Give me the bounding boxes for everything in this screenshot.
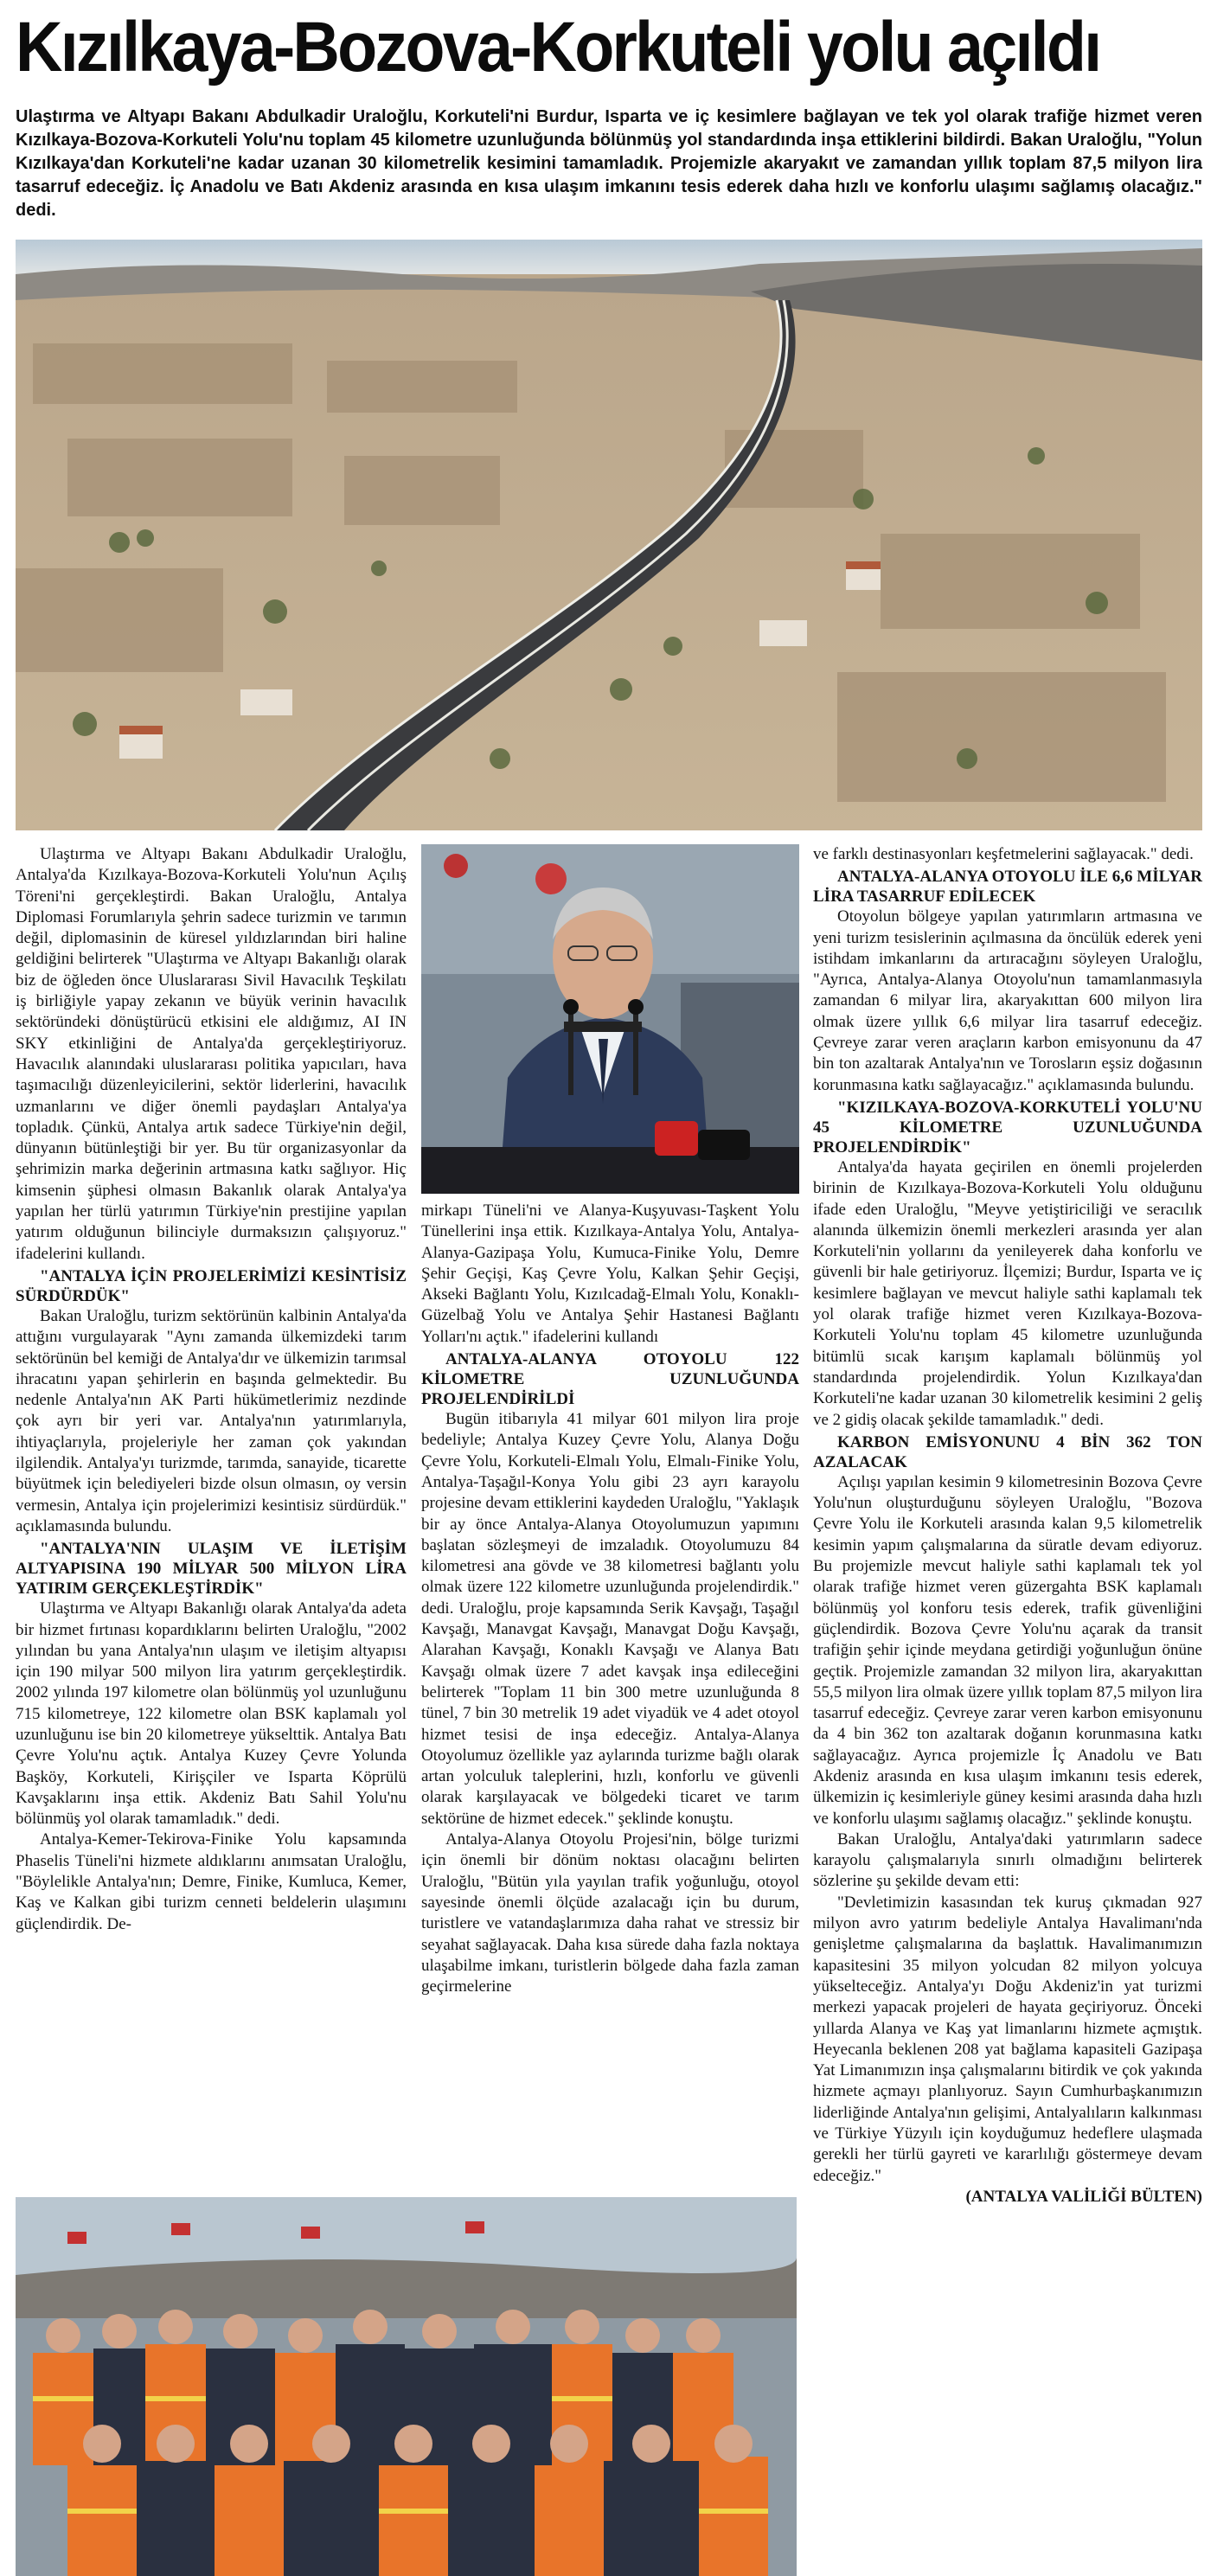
col3-subheading-2: "KIZILKAYA-BOZOVA-KORKUTELİ YOLU'NU 45 KİLOMETRE UZUNLUĞUNDA PROJELENDİRDİK" <box>813 1098 1202 1157</box>
col3-paragraph-2: Otoyolun bölgeye yapılan yatırımların artmasına ve yeni turizm tesislerinin açılmasına da öncülük ederek yeni istihdam imkanlarını da artıracağını söyleyen Uraloğlu, "Ayrıca, Antalya-Alanya Otoyolu'nun tamamlanmasıyla zamandan 6 milyar lira, akaryakıttan 600 milyon lira olmak üzere yıllık 6,6 milyar lira tasarruf edeceğiz. Çevreye zarar veren araçların karbon emisyonunu da 47 bin ton azaltarak Antalya'nın ve Torosların eşsiz doğasının korunmasına katkı sağlayacağız." açıklamasında bulundu. <box>813 907 1202 1094</box>
col1-subheading-2: "ANTALYA'NIN ULAŞIM VE İLETİŞİM ALTYAPISINA 190 MİLYAR 500 MİLYON LİRA YATIRIM GERÇEKLEŞTİRDİK" <box>16 1540 407 1599</box>
col3-subheading-1: ANTALYA-ALANYA OTOYOLU İLE 6,6 MİLYAR LİRA TASARRUF EDİLECEK <box>813 868 1202 907</box>
col1-subheading-1: "ANTALYA İÇİN PROJELERİMİZİ KESİNTİSİZ SÜRDÜRDÜK" <box>16 1266 407 1305</box>
col3-paragraph-4: Açılışı yapılan kesimin 9 kilometresinin Bozova Çevre Yolu'nun oluşturduğunu söyleyen Uraloğlu, "Bozova Çevre Yolu ile Korkuteli arasında kalan 9,5 kilometrelik kesimin yapım çalışmalarına da süratle devam ediyoruz. Bu projemizle mevcut haliyle sathi kaplamalı tek yol olarak trafiğe hizmet veren güzergahta BSK kaplamalı bölünmüş yol konforu tesis ederek, trafik güvenliğini güçlendirdik. Bozova Çevre Yolu'nu açarak da transit trafiğin şehir içinde meydana getirdiği yoğunluğun önüne geçtik. Projemizle zamandan 32 milyon lira, akaryakıttan 55,5 milyon lira olmak üzere yıllık toplam 87,5 milyon lira tasarruf edeceğiz. Çevreye zarar veren karbon emisyonunu da 4 bin 362 ton azaltarak doğanın korunmasına katkı sağlayacağız. Ayrıca projemizle İç Anadolu ve Batı Akdeniz arasında en kısa ulaşım imkanını tesis ederek, ülkemizin iç kesimleriyle güney kesimi arasında daha hızlı ve konforlu ulaşımı sağlamış olacağız." şeklinde konuştu. <box>813 1472 1202 1828</box>
col1-paragraph-3: Ulaştırma ve Altyapı Bakanlığı olarak Antalya'da adeta bir hizmet fırtınası kopardıklarını belirten Uraloğlu, "2002 yılından bu yana Antalya'nın ulaşım ve iletişim altyapısı için 190 milyar 500 milyon lira yatırım gerçekleştirdik. 2002 yılında 197 kilometre olan bölünmüş yol uzunluğunu 715 kilometreye, 122 kilometre olan BSK kaplamalı yol uzunluğunu ise bin 20 kilometreye yükselttik. Antalya Batı Çevre Yolu'nu açtık. Antalya Kuzey Çevre Yolunda Başköy, Korkuteli, Kirişçiler ve Isparta Köprülü Kavşaklarını inşa ettik. Akdeniz Batı Sahil Yolu'nu bölünmüş yol olarak tamamladık." dedi. <box>16 1599 407 1829</box>
col3-subheading-3: KARBON EMİSYONUNU 4 BİN 362 TON AZALACAK <box>813 1432 1202 1471</box>
col3-paragraph-3: Antalya'da hayata geçirilen en önemli projelerden birinin de Kızılkaya-Bozova-Korkuteli Yolu olduğunu ifade eden Uraloğlu, "Meyve yetiştiriciliği ve seracılık alanında ülkemizin önemli merkezleri arasında yer alan Korkuteli'nin yollarını da yenileyerek daha konforlu ve güvenli bir hale getiriyoruz. İlçemizi; Burdur, Isparta ve iç kesimlere bağlayan ve mevcut haliyle sathi kaplamalı tek yol olarak trafiğe hizmet veren Kızılkaya-Bozova-Korkuteli Yolu'nu toplam 45 kilometre uzunluğunda bitümlü sıcak karışım kaplamalı bölünmüş yol standardında projelendirdik. Yolun Kızılkaya'dan Korkuteli'ne kadar uzanan 30 kilometrelik kesimini 2 geliş ve 2 gidiş olacak şekilde tamamladık." dedi. <box>813 1157 1202 1429</box>
col1-paragraph-2: Bakan Uraloğlu, turizm sektörünün kalbinin Antalya'da attığını vurgulayarak "Aynı zamanda ülkemizdeki tarım sektörünün bel kemiği de Antalya'dır ve ülkemizin tarımsal ihracatını yapan şehirlerin en başında gelmektedir. Bu nedenle Antalya'nın AK Parti hükümetlerimiz nezdinde çok ayrı bir yeri var. Antalya'nın yatırımlarıyla, ihtiyaçlarıyla, projeleriyle her zaman çok yakından ilgilendik. Antalya'yı turizmde, tarımda, sanayide, ticarette büyütmek için belediyeleri bizde olsun olmasın, oy versin vermesin, Antalya için projelerimizi kesintisiz sürdürdük." açıklamasında bulundu. <box>16 1306 407 1535</box>
article-column-1 <box>16 844 407 1935</box>
col2-subheading-1: ANTALYA-ALANYA OTOYOLU 122 KİLOMETRE UZUNLUĞUNDA PROJELENDİRİLDİ <box>421 1350 799 1409</box>
article-column-3 <box>813 844 1202 2208</box>
col3-paragraph-6: "Devletimizin kasasından tek kuruş çıkmadan 927 milyon avro yatırım bedeliyle Antalya Havalimanı'nda genişletme çalışmalarına da başlattık. Havalimanımızın kapasitesini 35 milyon yolcudan 82 milyon yolcuya yükselteceğiz. Antalya'yı Doğu Akdeniz'in yat turizmi merkezi yapacak projeleri de hayata geçiriyoruz. Önceki yıllarda Alanya ve Kaş yat limanlarını hizmete açmıştık. Heyecanla beklenen 208 yat bağlama kapasiteli Gazipaşa Yat Limanımızın inşa çalışmalarını bitirdik ve çok yakında hizmete açmayı planlıyoruz. Sayın Cumhurbaşkanımızın liderliğinde Antalya'nın gelişimi, Antalyalıların kalkınması ve Türkiye Yüzyılı için koyduğumuz hedeflere ulaşmada gerekli her türlü gayreti ve kararlılığı göstermeye devam edeceğiz." <box>813 1893 1202 2185</box>
source-credit: (ANTALYA VALİLİĞİ BÜLTEN) <box>965 2187 1202 2206</box>
article-column-2 <box>421 1201 799 1997</box>
opening-ceremony-group-photo <box>16 2197 797 2576</box>
aerial-road-photo <box>16 240 1202 830</box>
col1-paragraph-4: Antalya-Kemer-Tekirova-Finike Yolu kapsamında Phaselis Tüneli'ni hizmete aldıklarını anımsatan Uraloğlu, "Böylelikle Antalya'nın; Demre, Finike, Kumluca, Kemer, Kaş ve Kalkan gibi turizm cenneti beldelerin ulaşımını güçlendirdik. De- <box>16 1830 407 1933</box>
lead-paragraph: Ulaştırma ve Altyapı Bakanı Abdulkadir Uraloğlu, Korkuteli'ni Burdur, Isparta ve iç kesimlere bağlayan ve tek yol olarak trafiğe hizmet veren Kızılkaya-Bozova-Korkuteli Yolu'nu toplam 45 kilometre uzunluğunda bölünmüş yol standardında inşa ettiklerini bildirdi. Bakan Uraloğlu, "Yolun Kızılkaya'dan Korkuteli'ne kadar uzanan 30 kilometrelik kesimini tamamladık. Projemizle akaryakıt ve zamandan yıllık toplam 87,5 milyon lira tasarruf edeceğiz. İç Anadolu ve Batı Akdeniz arasında en kısa ulaşım imkanını tesis ederek daha hızlı ve konforlu ulaşımı sağlamış olacağız." dedi. <box>16 107 1202 220</box>
col2-paragraph-2: Bugün itibarıyla 41 milyar 601 milyon lira proje bedeliyle; Antalya Kuzey Çevre Yolu, Alanya Doğu Çevre Yolu, Korkuteli-Elmalı Yolu, Elmalı-Finike Yolu, Antalya-Taşağıl-Konya Yolu gibi 23 ayrı karayolu projesine devam ettiklerini kaydeden Uraloğlu, "Yaklaşık bir ay önce Antalya-Alanya Otoyolumuzun yapımını başlatan sözleşmeyi de imzaladık. Otoyolumuzu 84 kilometresi ana gövde ve 38 kilometresi bağlantı yolu olmak üzere 122 kilometre uzunluğunda projelendirdik." dedi. Uraloğlu, proje kapsamında Serik Kavşağı, Taşağıl Kavşağı, Manavgat Kavşağı, Manavgat Doğu Kavşağı, Alarahan Kavşağı, Konaklı Kavşağı ve Alanya Batı Kavşağı olmak üzere 7 adet kavşak inşa edileceğini belirterek "Toplam 11 bin 300 metre uzunluğunda 8 tünel, 7 bin 30 metrelik 19 adet viyadük ve 4 adet otoyol hizmet tesisi de inşa edeceğiz. Antalya-Alanya Otoyolumuz özellikle yaz aylarında turizme bağlı olarak artan yolculuk taleplerini, hızlı, konforlu ve güvenli olarak karşılayacak ve bölgedeki ticaret ve tarım sektörüne de hizmet edecek." şeklinde konuştu. <box>421 1410 799 1828</box>
col1-paragraph-1: Ulaştırma ve Altyapı Bakanı Abdulkadir Uraloğlu, Antalya'da Kızılkaya-Bozova-Korkuteli Yolu'nun Açılış Töreni'ni gerçekleştirdi. Bakan Uraloğlu, Antalya Diplomasi Forumlarıyla şehrin sadece turizmin ve tarımın değil, diplomasinin de küresel yıldızlarından biri haline geldiğini belirterek "Ulaştırma ve Altyapı Bakanlığı olarak biz de öğleden önce Uluslararası Sivil Havacılık Teşkilatı iş birliğiyle yapay zekanın ve büyük verinin havacılık sektöründeki dönüştürücü etkisini ele aldığımız, AI IN SKY etkinliğini de Antalya'da gerçekleştiriyoruz. Havacılık alanındaki uluslararası politika yapıcıları, hava taşımacılığı düzenleyicilerini, sektör liderlerini, havacılık uzmanlarını ve diğer önemli paydaşları Antalya'ya topladık. Çünkü, Antalya artık sadece Türkiye'nin değil, dünyanın bütünleştiği bir yer. Bu tür organizasyonlar da şehrimizin marka değerinin artmasına katkı sağlıyor. Hiç kimsenin şüphesi olmasın Bakanlık olarak Antalya'ya yapılan her türlü yatırımın Türkiye'nin prestijine yapılan yatırım olduğunun bilinciyle durmaksızın çalışıyoruz." ifadelerini kullandı. <box>16 845 407 1263</box>
col2-paragraph-3: Antalya-Alanya Otoyolu Projesi'nin, bölge turizmi için önemli bir dönüm noktası olacağını belirten Uraloğlu, "Bütün yıla yayılan trafik yoğunluğu, otoyol sayesinde önemli ölçüde azalacağı için bu durum, turistlere ve vatandaşlarımıza daha rahat ve stressiz bir seyahat sağlayacak. Daha kısa sürede daha fazla noktaya ulaşabilme imkanı, turistlerin bölgede daha fazla zaman geçirmelerine <box>421 1830 799 1996</box>
headline: Kızılkaya-Bozova-Korkuteli yolu açıldı <box>16 8 1100 87</box>
col2-paragraph-1: mirkapı Tüneli'ni ve Alanya-Kuşyuvası-Taşkent Yolu Tünellerini inşa ettik. Kızılkaya-Antalya Yolu, Antalya-Alanya-Gazipaşa Yolu, Kumuca-Finike Yolu, Demre Şehir Geçişi, Kaş Çevre Yolu, Kalkan Şehir Geçişi, Akseki Bağlantı Yolu, Kızılcadağ-Elmalı Yolu, Konaklı-Güzelbağ Yolu ve Antalya Şehir Hastanesi Bağlantı Yolları'nı açtık." ifadelerini kullandı <box>421 1201 799 1346</box>
minister-portrait-photo <box>421 844 799 1194</box>
col3-paragraph-1: ve farklı destinasyonları keşfetmelerini sağlayacak." dedi. <box>813 845 1194 863</box>
col3-paragraph-5: Bakan Uraloğlu, Antalya'daki yatırımların sadece karayolu çalışmalarıyla sınırlı olmadığını belirterek sözlerine şu şekilde devam etti: <box>813 1829 1202 1891</box>
